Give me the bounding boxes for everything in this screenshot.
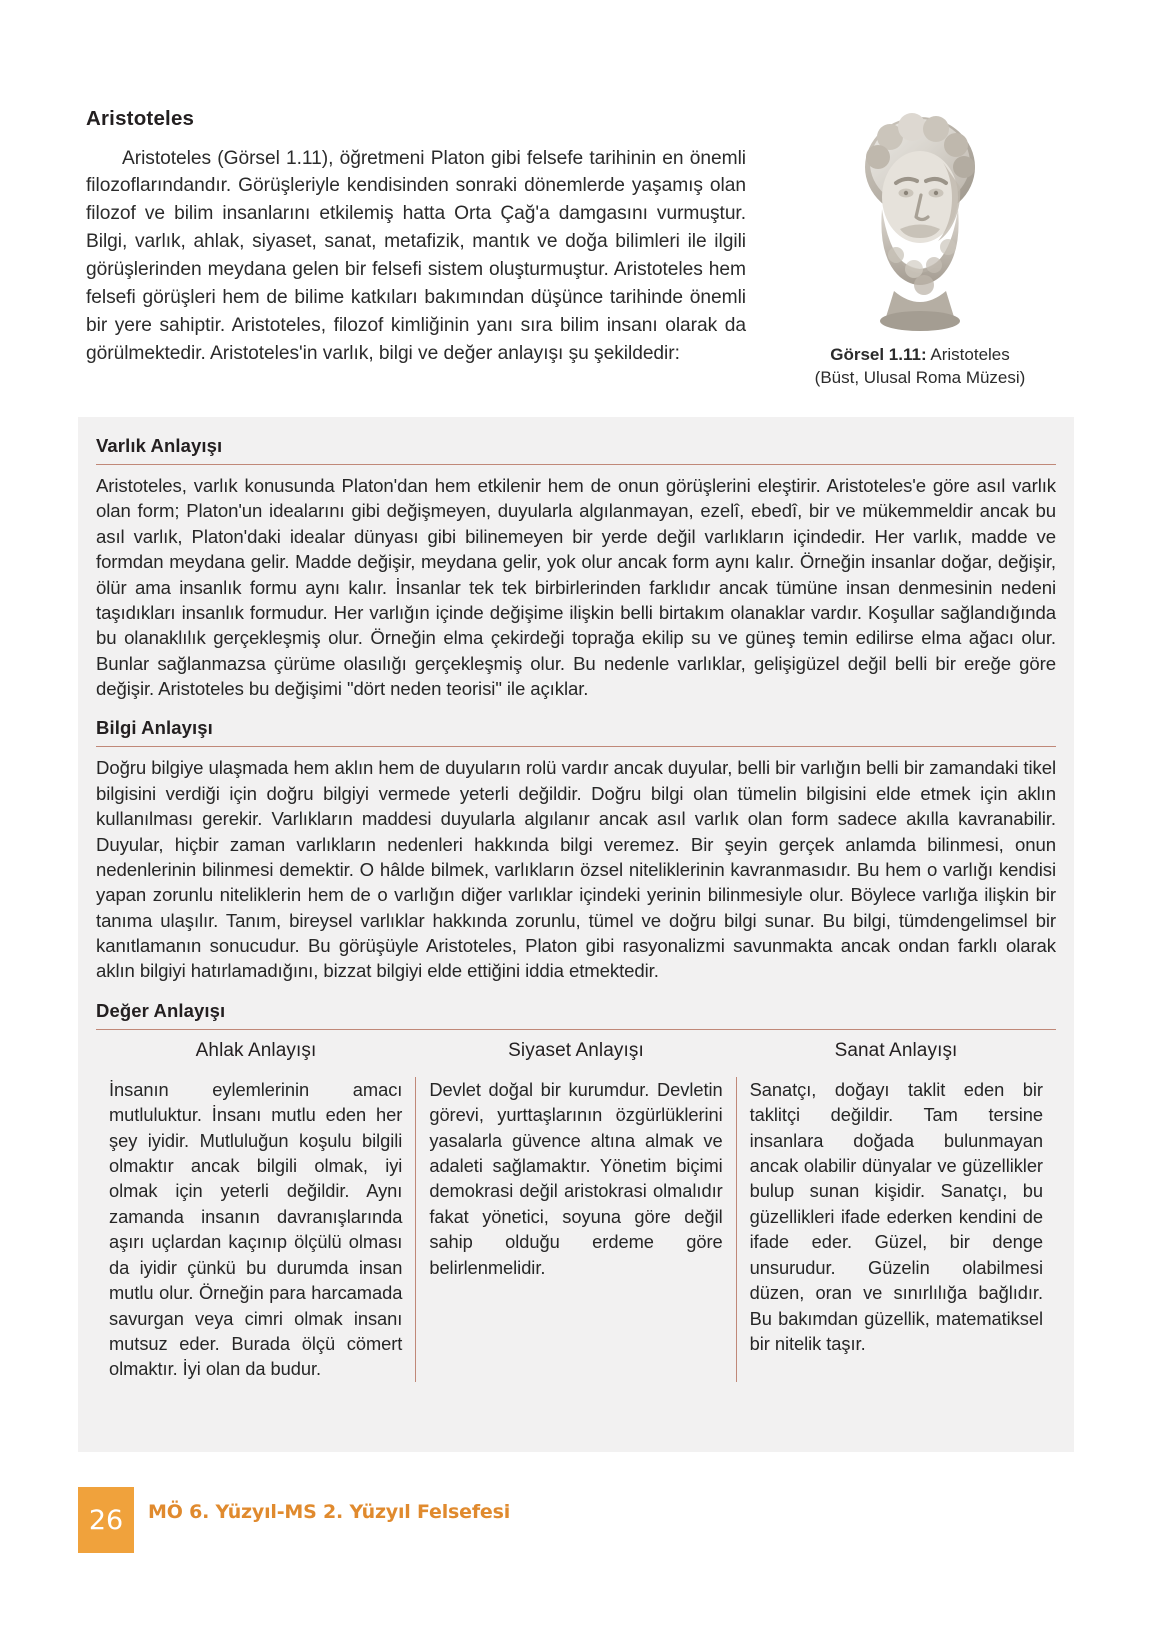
ahlak-title: Ahlak Anlayışı xyxy=(195,1039,317,1061)
deger-divider xyxy=(96,1029,1056,1030)
deger-columns xyxy=(96,1077,1056,1382)
deger-heading: Değer Anlayışı xyxy=(96,999,226,1021)
sanat-title: Sanat Anlayışı xyxy=(834,1039,958,1061)
ahlak-text: İnsanın eylemlerinin amacı mutluluktur. İnsanı mutlu eden her şey iyidir. Mutluluğun koşulu bilgili olmaktır ancak bilgili olmak, iyi olmak için yeterli değildir. Aynı zamanda insanın davranışlarında aşırı uçlardan kaçınıp ölçülü olması da iyidir çünkü bu durumda insan mutlu olur. Örneğin para harcamada savurgan veya cimri olmak insanı mutsuz eder. Burada ölçü cömert olmaktır. İyi olan da budur. xyxy=(109,1078,403,1380)
ahlak-column xyxy=(96,1077,415,1382)
varlik-heading: Varlık Anlayışı xyxy=(96,435,223,456)
siyaset-title: Siyaset Anlayışı xyxy=(508,1039,644,1061)
bilgi-paragraph: Doğru bilgiye ulaşmada hem aklın hem de duyuların rolü vardır ancak duyular, belli bir varlığın belli bir zamandaki tikel bilgisini verdiği için doğru bilgiyi vermede yeterli değildir. Doğru bilgi olan tümelin bilgisini elde etmek için aklın kullanılması gerekir. Varlıkların maddesi duyularla algılanır ancak asıl varlık olan form sadece akılla kavranabilir. Duyular, hiçbir zaman varlıkların nedenleri hakkında bilgi veremez. Bir şeyin gerçek anlamda bilinmesi, onun nedenlerinin bilinmesi demektir. O hâlde bilmek, varlıkların özsel niteliklerinin kavranmasıdır. Bu hem o varlığı kendisi yapan zorunlu niteliklerin hem de o varlığın diğer varlıklar içindeki yerinin bilinmesiyle olur. Böylece varlığa ilişkin bir tanıma ulaşılır. Tanım, bireysel varlıklar hakkında zorunlu, tümel ve doğru bilgi sunar. Bu bilgi, tümdengelimsel bir kanıtlamanın sonucudur. Bu görüşüyle Aristoteles, Platon gibi rasyonalizmi savunmakta ancak ondan farklı olarak aklın bilgiyi hatırlamadığını, bizzat bilgiyi elde ettiğini iddia etmektedir. xyxy=(96,757,1056,982)
siyaset-column xyxy=(415,1077,735,1382)
page-number-badge: 26 xyxy=(78,1487,134,1553)
page-title: Aristoteles xyxy=(86,107,195,130)
content-panel xyxy=(78,417,1074,1452)
page-footer xyxy=(78,1487,1074,1557)
sanat-column xyxy=(736,1077,1056,1382)
sanat-header-cell xyxy=(736,1038,1056,1071)
chapter-label: MÖ 6. Yüzyıl-MS 2. Yüzyıl Felsefesi xyxy=(148,1501,511,1523)
bilgi-heading: Bilgi Anlayışı xyxy=(96,717,213,739)
figure-caption xyxy=(780,344,1060,390)
siyaset-text: Devlet doğal bir kurumdur. Devletin görevi, yurttaşlarının özgürlüklerini yasalarla güvence altına almak ve adaleti sağlamaktır. Yönetim biçimi demokrasi değil aristokrasi olmalıdır fakat yönetici, soyuna göre değil sahip olduğu erdeme göre belirlenmelidir. xyxy=(429,1078,723,1278)
figure-source: (Büst, Ulusal Roma Müzesi) xyxy=(814,367,1026,387)
aristoteles-bust-image xyxy=(838,105,1002,335)
varlik-paragraph: Aristoteles, varlık konusunda Platon'dan hem etkilenir hem de onun görüşlerini eleştirir. Aristoteles'e göre asıl varlık olan form; Platon'un idealarını gibi değişmeyen, duyularla algılanmayan, ezelî, ebedî, bir ve mükemmeldir ancak bu asıl varlık, Platon'daki idealar dünyası gibi bilinemeyen bir yerde değil varlıkların içindedir. Her varlık, madde ve formdan meydana gelir. Madde değişir, meydana gelir, yok olur ancak form aynı kalır. Örneğin insanlar doğar, değişir, ölür ama insanlık formu aynı kalır. İnsanlar tek tek birbirlerinden farklıdır ancak tümüne insan denmesinin nedeni taşıdıkları insanlık formudur. Her varlığın içinde değişime ilişkin belli birtakım olanaklar vardır. Koşullar sağlandığında bu olanaklılık gerçekleşmiş olur. Örneğin elma çekirdeği toprağa ekilip su ve güneş temin edilirse elma ağacı olur. Bunlar sağlanmazsa çürüme olasılığı gerçekleşmiş olur. Bu nedenle varlıklar, gelişigüzel değil belli bir ereğe göre değişir. Aristoteles bu değişimi "dört neden teorisi" ile açıklar. xyxy=(96,475,1056,699)
varlik-divider xyxy=(96,464,1056,465)
figure-title: Aristoteles xyxy=(926,345,1010,364)
figure-block xyxy=(780,105,1060,390)
intro-paragraph xyxy=(86,145,746,369)
bilgi-divider xyxy=(96,746,1056,747)
ahlak-header-cell xyxy=(96,1038,416,1071)
deger-column-headers xyxy=(96,1038,1056,1071)
figure-label: Görsel 1.11: xyxy=(830,345,927,364)
siyaset-header-cell xyxy=(416,1038,736,1071)
sanat-text: Sanatçı, doğayı taklit eden bir taklitçi değildir. Tam tersine insanlara doğada bulunmayan ancak olabilir dünyalar ve güzellikler bulup sunan kişidir. Sanatçı, bu güzellikleri ifade ederken kendini de ifade eder. Güzel, bir denge unsurudur. Güzelin olabilmesi düzen, oran ve sınırlılığa bağlıdır. Bu bakımdan güzellik, matematiksel bir nitelik taşır. xyxy=(749,1078,1043,1354)
intro-body-text: Aristoteles (Görsel 1.11), öğretmeni Platon gibi felsefe tarihinin en önemli filozoflarındandır. Görüşleriyle kendisinden sonraki dönemlerde yaşamış olan filozof ve bilim insanlarını etkilemiş hatta Orta Çağ'a damgasını vurmuştur. Bilgi, varlık, ahlak, siyaset, sanat, metafizik, mantık ve doğa bilimleri ile ilgili görüşlerinden meydana gelen bir felsefi sistem oluşturmuştur. Aristoteles hem felsefi görüşleri hem de bilime katkıları bakımından düşünce tarihinde önemli bir yere sahiptir. Aristoteles, filozof kimliğinin yanı sıra bilim insanı olarak da görülmektedir. Aristoteles'in varlık, bilgi ve değer anlayışı şu şekildedir: xyxy=(86,147,746,365)
